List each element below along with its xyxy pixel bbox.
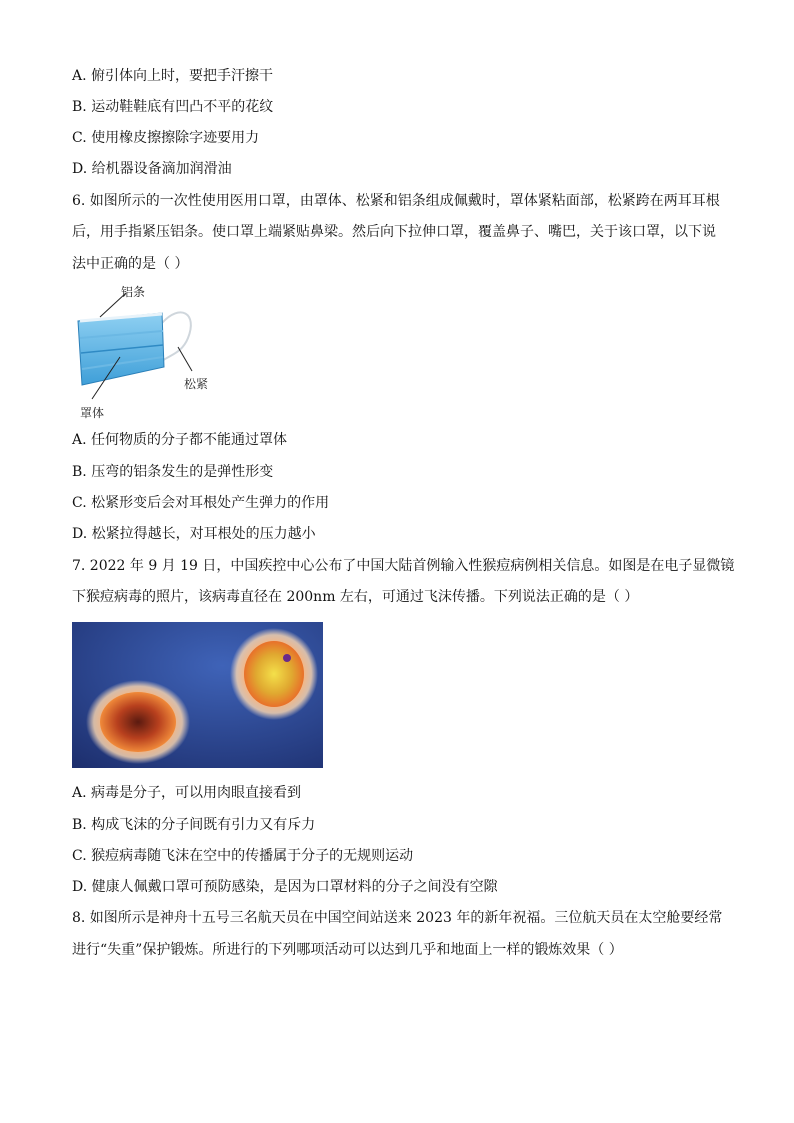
virus-micrograph (72, 622, 323, 768)
q8-stem-line-2: 进行“失重”保护锻炼。所进行的下列哪项活动可以达到几乎和地面上一样的锻炼效果（ ） (72, 942, 623, 958)
mask-figure (70, 283, 230, 423)
q7-stem-line-1: 7. 2022 年 9 月 19 日，中国疾控中心公布了中国大陆首例输入性猴痘病例相关信息。如图是在电子显微镜 (72, 558, 735, 574)
q7-stem-line-2: 下猴痘病毒的照片，该病毒直径在 200nm 左右，可通过飞沫传播。下列说法正确的是（ ） (72, 589, 639, 605)
q6-stem-line-2: 后，用手指紧压铝条。使口罩上端紧贴鼻梁。然后向下拉伸口罩，覆盖鼻子、嘴巴，关于该口罩，以下说 (72, 224, 716, 240)
q7-option-d: D. 健康人佩戴口罩可预防感染，是因为口罩材料的分子之间没有空隙 (72, 879, 498, 895)
q6-stem-line-1: 6. 如图所示的一次性使用医用口罩，由罩体、松紧和铝条组成佩戴时，罩体紧粘面部，松紧跨在两耳耳根 (72, 193, 720, 209)
q6-option-d: D. 松紧拉得越长，对耳根处的压力越小 (72, 526, 316, 542)
q8-stem-line-1: 8. 如图所示是神舟十五号三名航天员在中国空间站送来 2023 年的新年祝福。三位航天员在太空舱要经常 (72, 910, 723, 926)
q7-option-b: B. 构成飞沫的分子间既有引力又有斥力 (72, 817, 316, 833)
q6-option-a: A. 任何物质的分子都不能通过罩体 (72, 432, 288, 448)
q6-option-c: C. 松紧形变后会对耳根处产生弹力的作用 (72, 495, 330, 511)
q7-option-a: A. 病毒是分子，可以用肉眼直接看到 (72, 785, 302, 801)
virus-particle-left (100, 692, 176, 752)
q5-option-c: C. 使用橡皮擦擦除字迹要用力 (72, 130, 260, 146)
label-elastic: 松紧 (184, 377, 209, 391)
label-mask-body: 罩体 (80, 406, 105, 420)
elastic-loop (162, 312, 191, 361)
q6-stem-line-3: 法中正确的是（ ） (72, 256, 189, 272)
q5-option-d: D. 给机器设备滴加润滑油 (72, 161, 232, 177)
label-aluminum: 铝条 (121, 285, 146, 299)
q6-option-b: B. 压弯的铝条发生的是弹性形变 (72, 464, 274, 480)
q5-option-a: A. 俯引体向上时，要把手汗擦干 (72, 68, 274, 84)
virus-particle-right (244, 641, 304, 707)
q5-option-b: B. 运动鞋鞋底有凹凸不平的花纹 (72, 99, 274, 115)
q7-option-c: C. 猴痘病毒随飞沫在空中的传播属于分子的无规则运动 (72, 848, 414, 864)
